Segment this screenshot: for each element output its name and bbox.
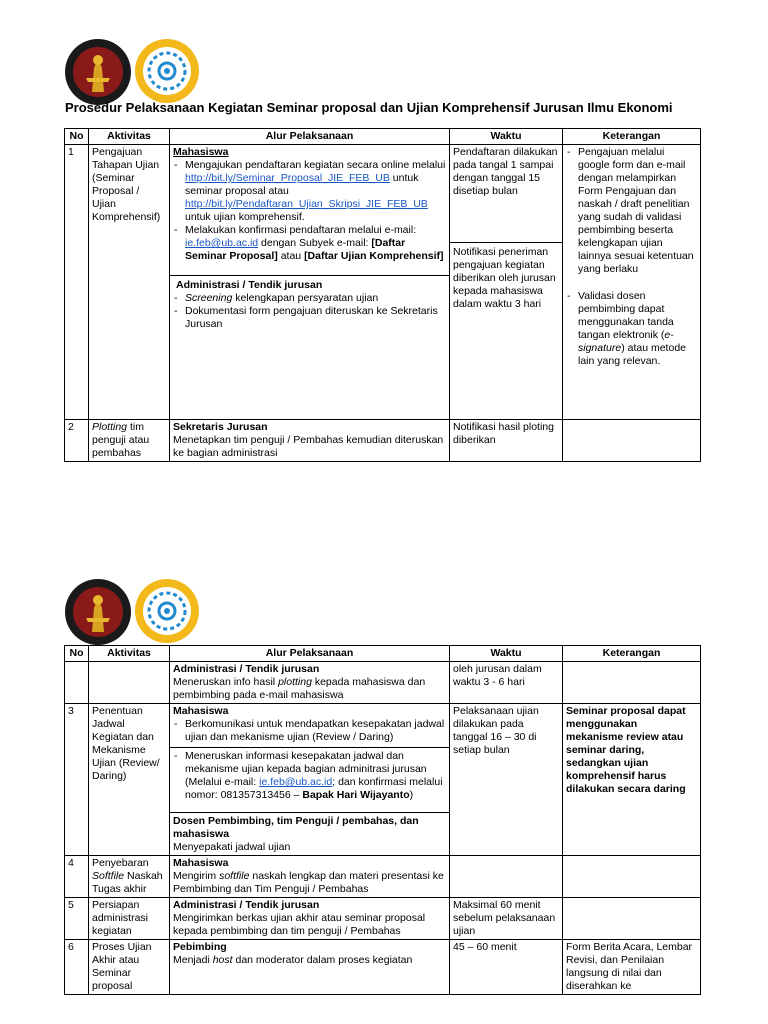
header-alur: Alur Pelaksanaan xyxy=(170,129,450,145)
row-alur: Sekretaris Jurusan Menetapkan tim penguji / Pembahas kemudian diteruskan ke bagian administrasi xyxy=(170,420,450,462)
row-no: 1 xyxy=(65,145,89,420)
email-link[interactable]: ie.feb@ub.ac.id xyxy=(259,776,333,788)
row-aktivitas: Penyebaran Softfile Naskah Tugas akhir xyxy=(89,856,170,898)
procedure-table-2 xyxy=(64,645,701,995)
row-waktu: oleh jurusan dalam waktu 3 - 6 hari xyxy=(450,662,563,704)
header-no: No xyxy=(65,129,89,145)
header-waktu: Waktu xyxy=(450,646,563,662)
table-row xyxy=(65,662,701,704)
table-row xyxy=(65,940,701,995)
page-title: Prosedur Pelaksanaan Kegiatan Seminar proposal dan Ujian Komprehensif Jurusan Ilmu Ekonomi xyxy=(65,100,673,115)
email-link[interactable]: ie.feb@ub.ac.id xyxy=(185,237,259,249)
row-no: 5 xyxy=(65,898,89,940)
row-keterangan: - Pengajuan melalui google form dan e-mail dengan melampirkan Form Pengajuan dan naskah / draft penelitian yang sudah di validasi pembimbing beserta kelengkapan ujian lainnya sesuai ketentuan yang berlaku - Validasi dosen pembimbing dapat menggunakan tanda tangan elektronik (e-signature) atau metode lain yang relevan. xyxy=(563,145,701,420)
role-heading: Administrasi / Tendik jurusan xyxy=(176,279,323,291)
table-row xyxy=(65,420,701,462)
row-alur: Administrasi / Tendik jurusan Meneruskan info hasil plotting kepada mahasiswa dan pembimbing pada e-mail mahasiswa xyxy=(170,662,450,704)
row-waktu: Pendaftaran dilakukan pada tangal 1 sampai dengan tanggal 15 disetiap bulan Notifikasi peneriman pengajuan kegiatan diberikan oleh jurusan kepada mahasiswa dalam waktu 3 hari xyxy=(450,145,563,420)
department-logo xyxy=(134,38,200,104)
row-waktu: Maksimal 60 menit sebelum pelaksanaan ujian xyxy=(450,898,563,940)
department-logo xyxy=(134,578,200,644)
table-row xyxy=(65,145,701,420)
list-item: - Mengajukan pendaftaran kegiatan secara online melalui http://bit.ly/Seminar_Proposal_JIE_FEB_UB untuk seminar proposal atau http://bit.ly/Pendaftaran_Ujian_Skripsi_JIE_FEB_UB untuk ujian komprehensif. xyxy=(173,159,446,224)
header-keterangan: Keterangan xyxy=(563,646,701,662)
row-aktivitas: Penentuan Jadwal Kegiatan dan Mekanisme Ujian (Review/ Daring) xyxy=(89,704,170,856)
row-aktivitas: Persiapan administrasi kegiatan xyxy=(89,898,170,940)
row-keterangan: Form Berita Acara, Lembar Revisi, dan Penilaian langsung di nilai dan diserahkan ke xyxy=(563,940,701,995)
registration-link-seminar[interactable]: http://bit.ly/Seminar_Proposal_JIE_FEB_UB xyxy=(185,172,390,184)
row-alur xyxy=(170,145,450,420)
header-aktivitas: Aktivitas xyxy=(89,129,170,145)
row-aktivitas: Proses Ujian Akhir atau Seminar proposal xyxy=(89,940,170,995)
role-heading: Mahasiswa xyxy=(173,146,229,158)
list-item: - Screening kelengkapan persyaratan ujian xyxy=(173,292,446,305)
row-alur: Mahasiswa - Berkomunikasi untuk mendapatkan kesepakatan jadwal ujian dan mekanisme ujian (Review / Daring) - Meneruskan informasi kesepakatan jadwal dan mekanisme ujian kepada bagian adminitrasi jurusan (Melalui e-mail: ie.feb@ub.ac.id; dan konfirmasi melalui nomor: 081357313456 – Bapak Hari Wijayanto) Dosen Pembimbing, tim Penguji / pembahas, dan mahasiswa Menyepakati jadwal ujian xyxy=(170,704,450,856)
row-keterangan: Seminar proposal dapat menggunakan mekanisme review atau seminar daring, sedangkan ujian komprehensif harus dilakukan secara daring xyxy=(563,704,701,856)
row-alur: Administrasi / Tendik jurusan Mengirimkan berkas ujian akhir atau seminar proposal kepada pembimbing dan tim penguji / Pembahas xyxy=(170,898,450,940)
row-no: 2 xyxy=(65,420,89,462)
university-logo xyxy=(64,578,132,646)
header-keterangan: Keterangan xyxy=(563,129,701,145)
list-item: - Melakukan konfirmasi pendaftaran melalui e-mail: ie.feb@ub.ac.id dengan Subyek e-mail: [Daftar Seminar Proposal] atau [Daftar Ujian Komprehensif] xyxy=(173,224,446,263)
university-logo xyxy=(64,38,132,106)
procedure-table-1 xyxy=(64,128,701,462)
table-row xyxy=(65,704,701,856)
row-waktu: Notifikasi hasil ploting diberikan xyxy=(450,420,563,462)
header-waktu: Waktu xyxy=(450,129,563,145)
row-aktivitas: Pengajuan Tahapan Ujian (Seminar Proposal / Ujian Komprehensif) xyxy=(89,145,170,420)
row-no: 3 xyxy=(65,704,89,856)
row-alur: Mahasiswa Mengirim softfile naskah lengkap dan materi presentasi ke Pembimbing dan Tim Penguji / Pembahas xyxy=(170,856,450,898)
row-no: 4 xyxy=(65,856,89,898)
row-waktu: 45 – 60 menit xyxy=(450,940,563,995)
row-keterangan xyxy=(563,420,701,462)
list-item: - Dokumentasi form pengajuan diteruskan ke Sekretaris Jurusan xyxy=(173,305,446,331)
header-aktivitas: Aktivitas xyxy=(89,646,170,662)
table-row xyxy=(65,898,701,940)
header-no: No xyxy=(65,646,89,662)
row-aktivitas: Plotting tim penguji atau pembahas xyxy=(89,420,170,462)
row-alur: Pebimbing Menjadi host dan moderator dalam proses kegiatan xyxy=(170,940,450,995)
row-waktu: Pelaksanaan ujian dilakukan pada tanggal 16 – 30 di setiap bulan xyxy=(450,704,563,856)
registration-link-ujian[interactable]: http://bit.ly/Pendaftaran_Ujian_Skripsi_JIE_FEB_UB xyxy=(185,198,428,210)
table-row xyxy=(65,856,701,898)
header-alur: Alur Pelaksanaan xyxy=(170,646,450,662)
row-no: 6 xyxy=(65,940,89,995)
admin-section xyxy=(170,275,449,292)
